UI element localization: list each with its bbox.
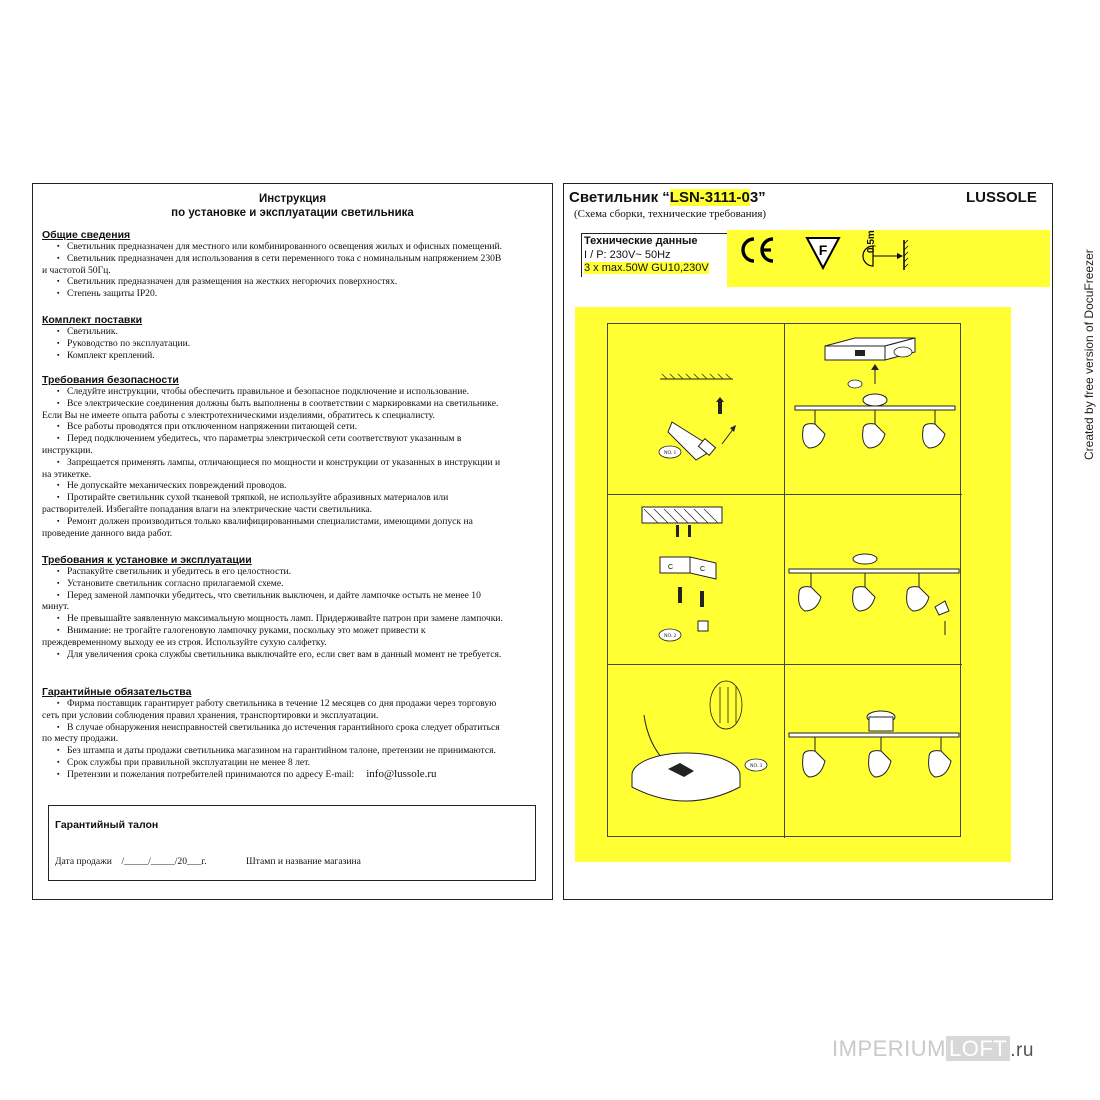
instruction-line-text: В случае обнаружения неисправностей светильника до истечения гарантийного срока следует обратиться [67,721,500,733]
step3-wiring-illustration [608,665,784,838]
instruction-line-text: Для увеличения срока службы светильника выключайте его, если свет вам в данный момент не требуется. [67,648,502,660]
step2-label: NO. 2 [663,634,677,639]
instruction-line [42,710,542,722]
model-suffix: 3” [749,189,766,206]
instruction-line-text: проведение данного вида работ. [42,527,173,539]
instruction-line [42,613,542,625]
instruction-panel [32,183,553,900]
instruction-line [42,566,542,578]
section-heading: Требования к установке и эксплуатации [42,554,252,566]
section-lines [42,241,542,300]
instruction-line [42,528,542,540]
instruction-line-text: Перед заменой лампочки убедитесь, что светильник выключен, и дайте лампочке остыть не менее 10 [67,589,481,601]
instruction-line-text: Запрещается применять лампы, отличающиеся по мощности и конструкции от указанных в инструкции и [67,456,501,468]
instruction-line-text: Светильник. [67,326,118,337]
distance-icon [859,230,909,279]
sale-date-field: Дата продажи /_____/_____/20___г. [55,856,207,867]
step2-fixture-illustration [785,495,962,664]
instruction-line-text: преждевременному выходу ее из строя. Используйте сухую салфетку. [42,636,327,648]
instruction-line-text: Руководство по эксплуатации. [67,337,191,349]
instruction-line-text: Не допускайте механических повреждений проводов. [67,480,287,492]
instruction-line [42,469,542,481]
section-heading: Гарантийные обязательства [42,686,192,698]
instruction-line [42,649,542,661]
instruction-line-text: на этикетке. [42,468,92,480]
instruction-line-text: Претензии и пожелания потребителей принимаются по адресу E-mail: [67,768,355,780]
instruction-line [42,265,542,277]
instruction-line [42,241,542,253]
instruction-line-text: Перед подключением убедитесь, что параметры электрической сети соответствуют указанным в [67,433,462,445]
instruction-line [42,733,542,745]
svg-text:F: F [818,242,828,258]
instruction-line-text: Если Вы не имеете опыта работы с электротехническими изделиями, обратитесь к специалисту. [42,409,435,421]
instruction-line [42,492,542,504]
section-lines [42,326,542,361]
instruction-line-text: минут. [42,601,70,613]
step1-fixture-illustration [785,324,962,494]
guarantee-title: Гарантийный талон [55,819,159,831]
svg-text:C: C [700,566,706,573]
step1-label: NO. 1 [663,451,677,456]
instruction-line [42,745,542,757]
instruction-line [42,326,542,338]
instruction-line-text: Светильник предназначен для размещения на жестких негорючих поверхностях. [67,276,398,288]
section-lines [42,698,542,781]
distance-label: 0,5m [866,230,877,253]
instruction-line-text: сеть при условии соблюдения правил хранения, транспортировки и эксплуатации. [42,709,379,721]
watermark-text: Created by free version of DocuFreezer [1082,249,1096,460]
instruction-line [42,516,542,528]
instruction-line-text: Не превышайте заявленную максимальную мощность ламп. Придерживайте патрон при замене лампочки. [67,613,503,625]
section-lines [42,566,542,660]
instruction-title: Инструкция [258,193,327,205]
instruction-line [42,757,542,769]
instruction-line-text: растворителей. Избегайте попадания влаги на электрические части светильника. [42,503,373,515]
guarantee-coupon [48,805,536,881]
step3-label: NO. 3 [749,764,763,769]
instruction-line [42,445,542,457]
tech-heading: Технические данные [584,235,698,247]
instruction-line [42,421,542,433]
instruction-subtitle: по установке и эксплуатации светильника [171,207,414,219]
instruction-line [42,722,542,734]
instruction-line-text: Установите светильник согласно прилагаемой схеме. [67,577,284,589]
instruction-line [42,504,542,516]
instruction-line [42,578,542,590]
instruction-line [42,590,542,602]
assembly-diagram [575,307,1011,862]
instruction-line [42,769,542,781]
support-email-link[interactable]: info@lussole.ru [366,767,437,780]
f-mark-icon [805,235,841,276]
instruction-line-text: Все электрические соединения должны быть выполнены в соответствии с маркировками на светильнике. [67,397,499,409]
tech-input: I / P: 230V~ 50Hz [584,249,671,261]
instruction-line [42,350,542,362]
ce-mark-icon [737,235,777,270]
site-logo-part1: IMPERIUM [832,1036,946,1061]
tech-lamps: 3 x max.50W GU10,230V [584,262,709,274]
instruction-line [42,276,542,288]
instruction-line [42,433,542,445]
instruction-line-text: Светильник предназначен для местного или комбинированного освещения жилых и офисных помещений. [67,241,503,252]
product-subtitle: (Схема сборки, технические требования) [574,208,767,220]
instruction-line [42,338,542,350]
instruction-line-text: инструкции. [42,444,93,456]
section-heading: Общие сведения [42,229,131,241]
svg-text:C: C [668,564,674,571]
instruction-line-text: Без штампа и даты продажи светильника магазином на гарантийном талоне, претензии не принимаются. [67,745,496,757]
instruction-line-text: Светильник предназначен для использования в сети переменного тока с номинальным напряжением 230В [67,252,502,264]
instruction-line-text: Внимание: не трогайте галогеновую лампочку руками, поскольку это может привести к [67,624,426,636]
stamp-label: Штамп и название магазина [246,856,361,867]
instruction-line-text: Фирма поставщик гарантирует работу светильника в течение 12 месяцев со дня продажи через торговую [67,698,497,709]
instruction-line [42,398,542,410]
step1-drill-illustration [608,324,784,494]
tech-data-box [581,233,727,277]
instruction-line [42,480,542,492]
brand-name: LUSSOLE [966,189,1037,206]
instruction-line [42,637,542,649]
instruction-line-text: Комплект креплений. [67,349,155,361]
site-logo-part3: .ru [1010,1040,1034,1061]
instruction-line [42,386,542,398]
instruction-line-text: и частотой 50Гц. [42,264,111,276]
title-prefix: Светильник “ [569,189,670,206]
instruction-line-text: Срок службы при правильной эксплуатации не менее 8 лет. [67,756,310,768]
assembly-grid [607,323,961,837]
section-lines [42,386,542,539]
step2-bracket-illustration [608,495,784,664]
product-title [569,189,766,206]
instruction-line-text: по месту продажи. [42,733,119,745]
instruction-line [42,698,542,710]
instruction-line-text: Следуйте инструкции, чтобы обеспечить правильное и безопасное подключение и использование. [67,386,470,397]
instruction-line [42,625,542,637]
model-number: LSN-3111-0 [669,189,750,206]
instruction-line [42,457,542,469]
instruction-line [42,601,542,613]
instruction-line-text: Распакуйте светильник и убедитесь в его целостности. [67,566,292,577]
section-heading: Требования безопасности [42,374,179,386]
instruction-line-text: Ремонт должен производиться только квалифицированными специалистами, имеющими допуск на [67,515,473,527]
site-logo [832,1036,1034,1062]
section-heading: Комплект поставки [42,314,143,326]
instruction-line-text: Все работы проводятся при отключенном напряжении питающей сети. [67,421,358,433]
site-logo-part2: LOFT [946,1036,1010,1061]
instruction-line [42,288,542,300]
instruction-line [42,410,542,422]
instruction-line-text: Степень защиты IP20. [67,288,158,300]
instruction-line-text: Протирайте светильник сухой тканевой тряпкой, не используйте абразивных материалов или [67,492,449,504]
step3-fixture-illustration [785,665,962,838]
instruction-line [42,253,542,265]
